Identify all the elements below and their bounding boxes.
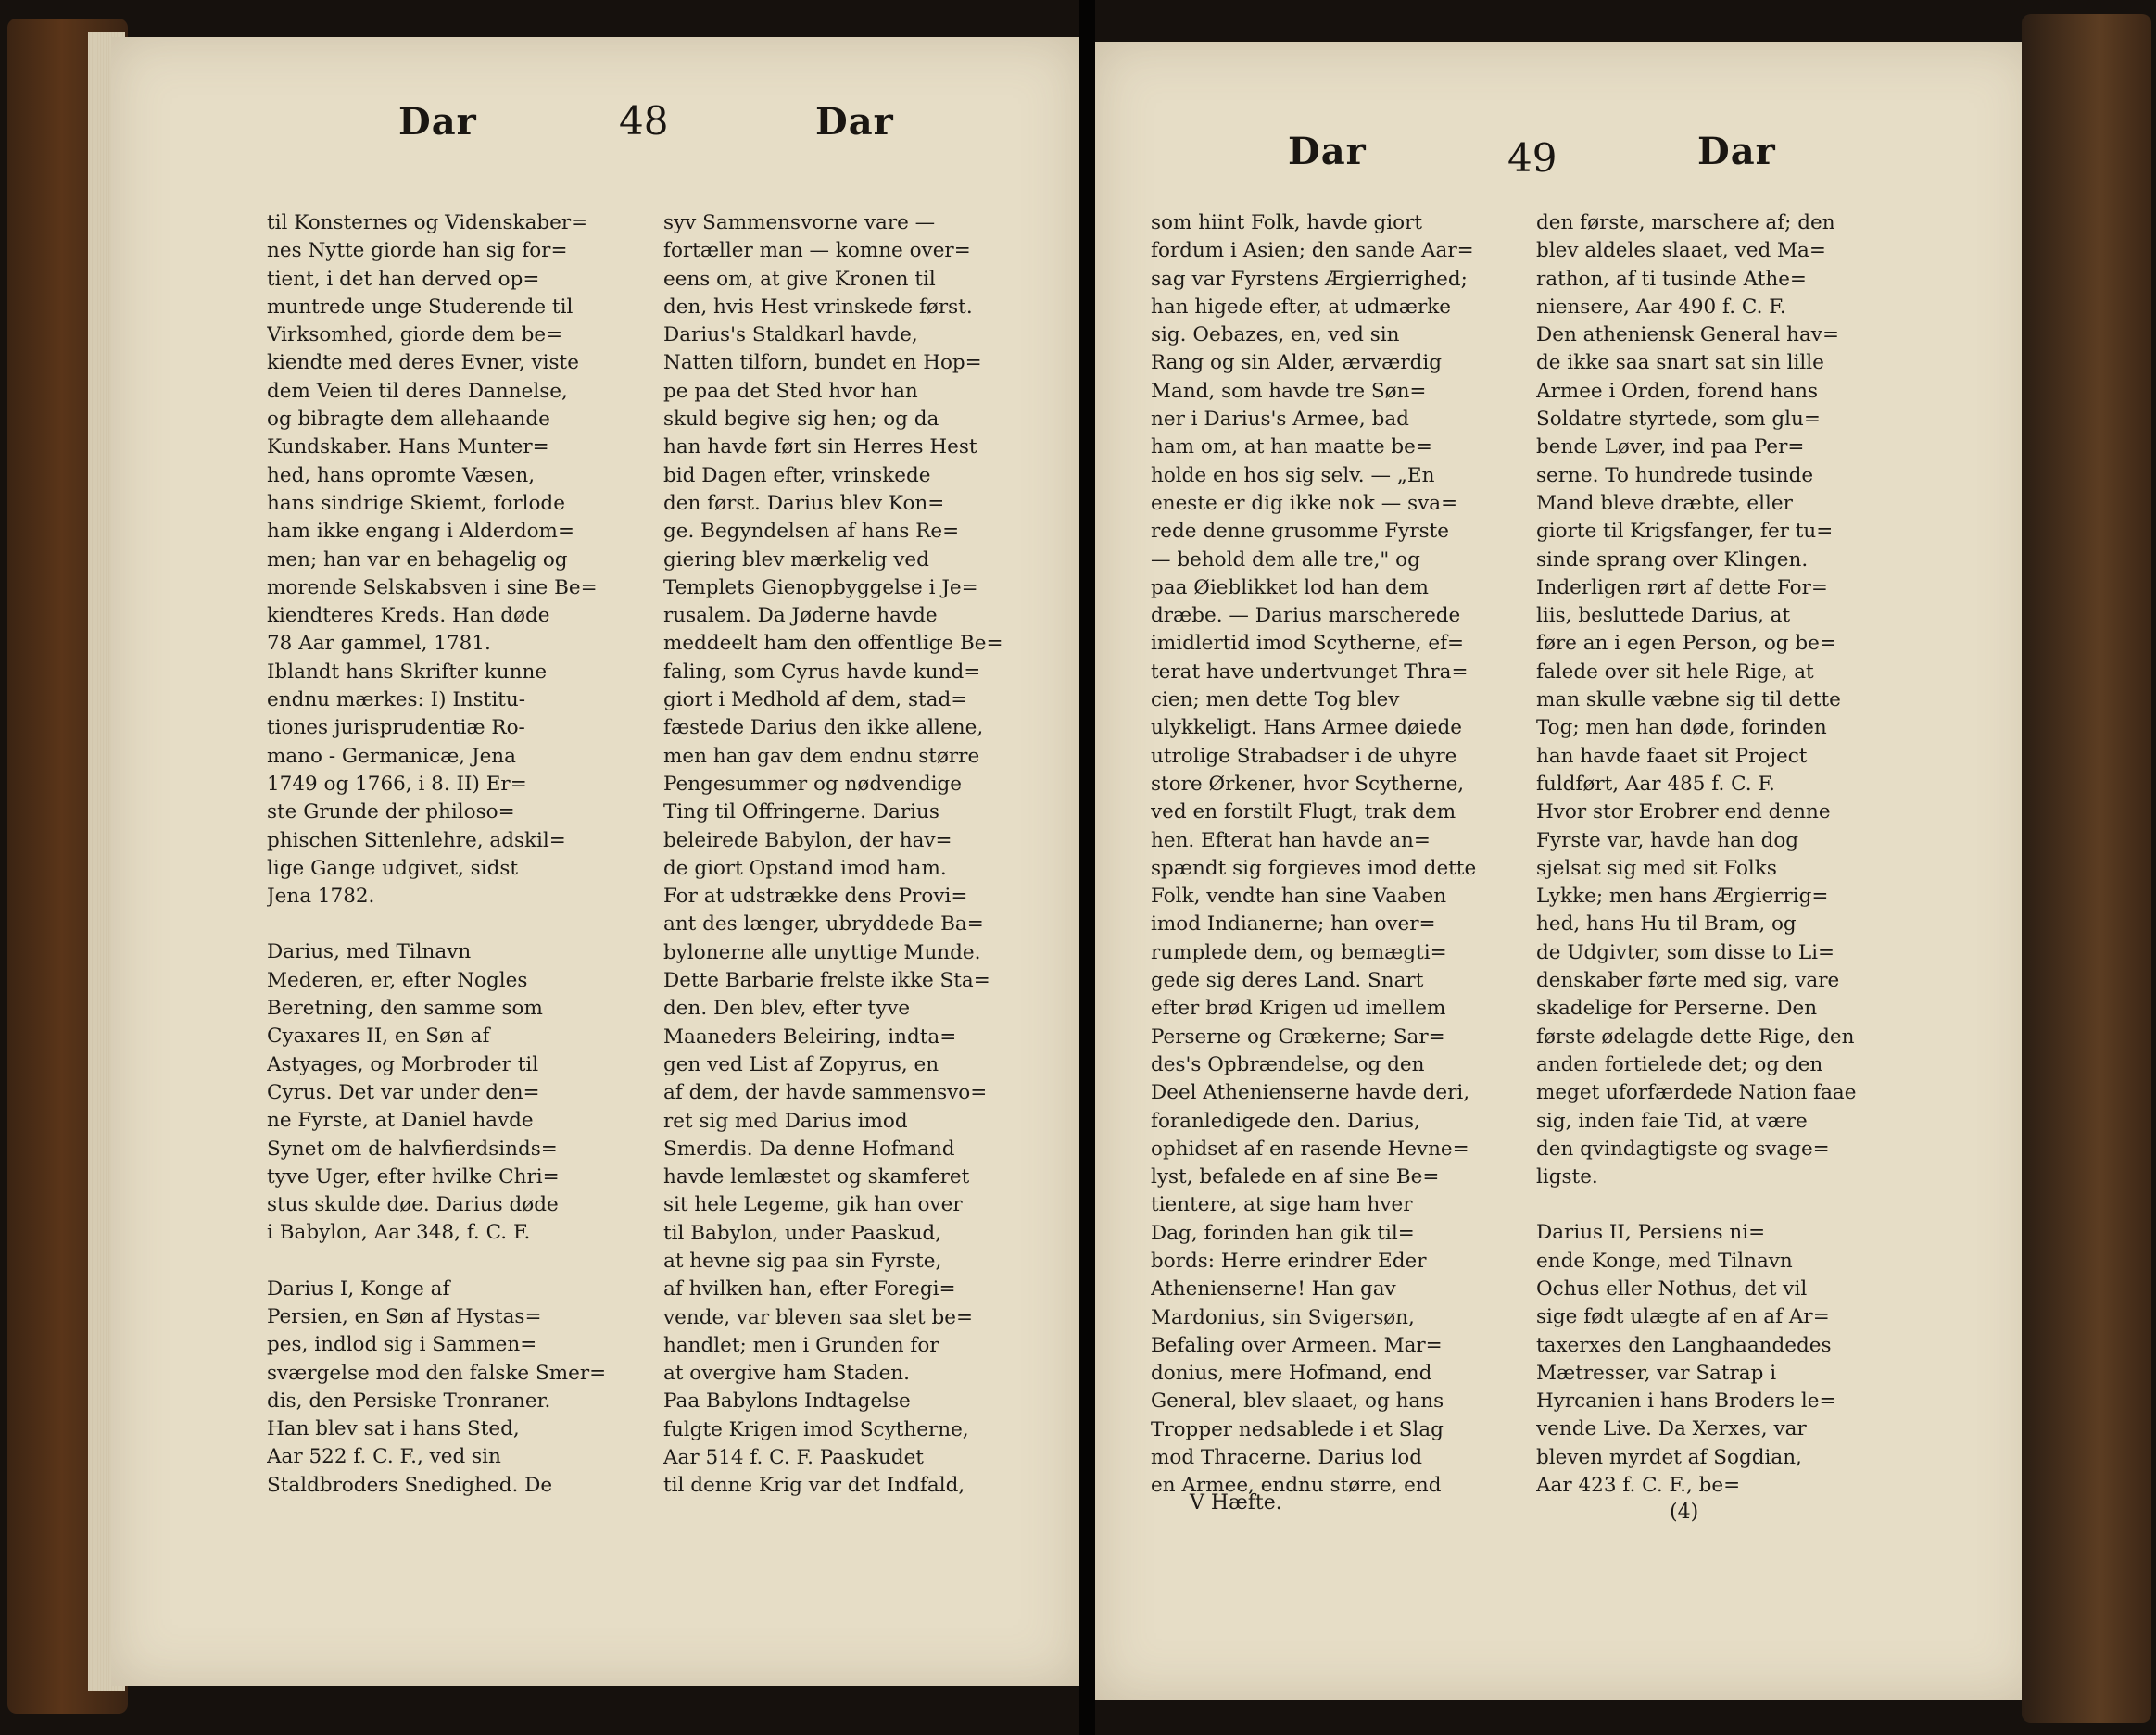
text-line: Fyrste var, havde han dog	[1536, 828, 1799, 852]
text-line: Kundskaber. Hans Munter=	[267, 435, 549, 459]
scan-divider	[1079, 0, 1095, 1735]
text-line: han havde ført sin Herres Hest	[663, 435, 977, 459]
text-line	[267, 1248, 634, 1276]
text-line: tyve Uger, efter hvilke Chri=	[267, 1164, 560, 1188]
text-line: handlet; men i Grunden for	[663, 1333, 939, 1357]
text-line: rusalem. Da Jøderne havde	[663, 604, 938, 628]
text-line: ligste.	[1536, 1165, 1598, 1189]
text-line: ner i Darius's Armee, bad	[1151, 408, 1409, 432]
text-line: meget uforfærdede Nation faae	[1536, 1081, 1857, 1105]
text-line: Lykke; men hans Ærgierrig=	[1536, 885, 1829, 909]
text-line: Tog; men han døde, forinden	[1536, 716, 1827, 740]
text-line: store Ørkener, hvor Scytherne,	[1151, 772, 1465, 796]
text-line: af hvilken han, efter Foregi=	[663, 1277, 956, 1301]
text-line: den qvindagtigste og svage=	[1536, 1137, 1830, 1161]
text-line: mano - Germanicæ, Jena	[267, 744, 516, 768]
text-line: fulgte Krigen imod Scytherne,	[663, 1417, 969, 1441]
text-line: rumplede dem, og bemægti=	[1151, 940, 1447, 964]
text-line: donius, mere Hofmand, end	[1151, 1362, 1432, 1386]
text-line: Soldatre styrtede, som glu=	[1536, 408, 1821, 432]
text-line: ophidset af en rasende Hevne=	[1151, 1137, 1469, 1161]
text-line: General, blev slaaet, og hans	[1151, 1389, 1444, 1414]
text-line: fordum i Asien; den sande Aar=	[1151, 239, 1474, 263]
text-line: syv Sammensvorne vare —	[663, 211, 936, 234]
text-line: sit hele Legeme, gik han over	[663, 1193, 963, 1217]
text-line: ham ikke engang i Alderdom=	[267, 520, 574, 544]
text-line: Mand, som havde tre Søn=	[1151, 379, 1427, 403]
text-line: Astyages, og Morbroder til	[267, 1052, 539, 1076]
text-line: skadelige for Perserne. Den	[1536, 997, 1818, 1021]
text-line: Ting til Offringerne. Darius	[663, 800, 939, 824]
text-line: cien; men dette Tog blev	[1151, 688, 1400, 712]
text-line: sag var Fyrstens Ærgierrighed;	[1151, 267, 1468, 291]
text-line: men; han var en behagelig og	[267, 547, 568, 572]
text-line: kiendteres Kreds. Han døde	[267, 604, 550, 628]
text-line: tient, i det han derved op=	[267, 267, 540, 291]
text-line: Rang og sin Alder, ærværdig	[1151, 351, 1443, 375]
text-line: Mardonius, sin Svigersøn,	[1151, 1305, 1415, 1329]
text-line: Virksomhed, giorde dem be=	[267, 323, 563, 347]
text-line: Staldbroders Snedighed. De	[267, 1473, 553, 1497]
text-line: og bibragte dem allehaande	[267, 408, 550, 432]
text-line: blev aldeles slaaet, ved Ma=	[1536, 239, 1826, 263]
text-line: Darius I, Konge af	[267, 1276, 450, 1301]
text-line: Ochus eller Nothus, det vil	[1536, 1276, 1808, 1301]
text-line: Aar 522 f. C. F., ved sin	[267, 1445, 501, 1469]
text-line: Hyrcanien i hans Broders le=	[1536, 1389, 1836, 1414]
text-line: den. Den blev, efter tyve	[663, 997, 911, 1021]
text-line: holde en hos sig selv. — „En	[1151, 463, 1435, 487]
text-line: sige født ulægte af en af Ar=	[1536, 1305, 1830, 1329]
text-line: sig, inden faie Tid, at være	[1536, 1109, 1808, 1133]
text-line: serne. To hundrede tusinde	[1536, 463, 1814, 487]
text-line: utrolige Strabadser i de uhyre	[1151, 744, 1457, 768]
text-line: dem Veien til deres Dannelse,	[267, 379, 568, 403]
right-page-headword-left: Dar	[1288, 130, 1367, 173]
text-line: lige Gange udgivet, sidst	[267, 856, 519, 880]
text-line: Deel Athenienserne havde deri,	[1151, 1081, 1470, 1105]
text-line: Aar 423 f. C. F., be=	[1536, 1474, 1741, 1498]
text-line: eens om, at give Kronen til	[663, 267, 936, 291]
text-line: 78 Aar gammel, 1781.	[267, 632, 491, 656]
right-page-number: 49	[1507, 135, 1557, 181]
text-line: giering blev mærkelig ved	[663, 547, 929, 572]
text-line: tientere, at sige ham hver	[1151, 1193, 1413, 1217]
text-line: bleven myrdet af Sogdian,	[1536, 1445, 1802, 1469]
text-line: fuldført, Aar 485 f. C. F.	[1536, 772, 1775, 796]
text-line: mod Thracerne. Darius lod	[1151, 1446, 1423, 1470]
left-page-headword-left: Dar	[398, 100, 477, 144]
text-line: Cyaxares II, en Søn af	[267, 1025, 490, 1049]
text-line: gen ved List af Zopyrus, en	[663, 1052, 939, 1076]
text-line: nienserе, Aar 490 f. C. F.	[1536, 295, 1786, 319]
text-line: liis, besluttede Darius, at	[1536, 604, 1791, 628]
text-line: morende Selskabsven i sine Be=	[267, 575, 598, 599]
text-line: bylonerne alle unyttige Munde.	[663, 940, 981, 964]
right-page-column-1	[1151, 209, 1516, 1501]
text-line: vende, var bleven saa slet be=	[663, 1305, 973, 1329]
text-line: des's Opbrændelse, og den	[1151, 1052, 1425, 1076]
text-line: ende Konge, med Tilnavn	[1536, 1249, 1793, 1273]
text-line: ste Grunde der philoso=	[267, 800, 515, 824]
text-line: rathon, af ti tusinde Athe=	[1536, 267, 1807, 291]
text-line: denskaber førte med sig, vare	[1536, 969, 1840, 993]
text-line: Aar 514 f. C. F. Paaskudet	[663, 1446, 924, 1470]
text-line: men han gav dem endnu større	[663, 744, 980, 768]
text-line: dis, den Persiske Tronraner.	[267, 1389, 551, 1413]
text-line: Pengesummer og nødvendige	[663, 772, 962, 796]
text-line: til Konsternes og Videnskaber=	[267, 211, 588, 234]
text-line: at overgive ham Staden.	[663, 1362, 910, 1386]
text-line: den første, marschere af; den	[1536, 211, 1835, 234]
text-line: anden fortielede det; og den	[1536, 1052, 1823, 1076]
text-line: Inderligen rørt af dette For=	[1536, 575, 1828, 599]
text-line: bid Dagen efter, vrinskede	[663, 463, 931, 487]
text-line: 1749 og 1766, i 8. II) Er=	[267, 772, 527, 796]
text-line: Iblandt hans Skrifter kunne	[267, 660, 548, 684]
text-line: gede sig deres Land. Snart	[1151, 969, 1424, 993]
text-line: endnu mærkes: I) Institu-	[267, 688, 525, 712]
text-line: Cyrus. Det var under den=	[267, 1080, 540, 1104]
text-line: sjelsat sig med sit Folks	[1536, 856, 1777, 880]
right-scan	[1095, 0, 2156, 1735]
text-line: Paa Babylons Indtagelse	[663, 1389, 911, 1414]
text-line: spændt sig forgieves imod dette	[1151, 856, 1477, 880]
right-page-headword-right: Dar	[1697, 130, 1776, 173]
text-line: Mand bleve dræbte, eller	[1536, 491, 1793, 515]
text-line: Darius's Staldkarl havde,	[663, 323, 918, 347]
text-line: terat have undertvunget Thra=	[1151, 660, 1469, 684]
text-line: beleirede Babylon, der hav=	[663, 828, 952, 852]
catchword: (4)	[1670, 1501, 1699, 1524]
text-line: Darius II, Persiens ni=	[1536, 1221, 1766, 1245]
text-line: — behold dem alle tre," og	[1151, 547, 1420, 572]
text-line: Armee i Orden, forend hans	[1536, 379, 1818, 403]
text-line: han havde faaet sit Project	[1536, 744, 1808, 768]
text-line: ulykkeligt. Hans Armee døiede	[1151, 716, 1463, 740]
text-line: giorte til Krigsfanger, fer tu=	[1536, 520, 1834, 544]
text-line: meddeelt ham den offentlige Be=	[663, 632, 1003, 656]
text-line: som hiint Folk, havde giort	[1151, 211, 1423, 234]
text-line: Natten tilforn, bundet en Hop=	[663, 351, 982, 375]
text-line: muntrede unge Studerende til	[267, 295, 574, 319]
text-line: Maaneders Beleiring, indta=	[663, 1025, 957, 1049]
text-line: taxerxes den Langhaandedes	[1536, 1333, 1832, 1357]
text-line: falede over sit hele Rige, at	[1536, 660, 1814, 684]
text-line: første ødelagde dette Rige, den	[1536, 1025, 1855, 1049]
text-line: nes Nytte giorde han sig for=	[267, 239, 568, 263]
left-page-number: 48	[619, 98, 669, 144]
text-line: pes, indlod sig i Sammen=	[267, 1333, 537, 1357]
text-line: sinde sprang over Klingen.	[1536, 547, 1809, 572]
text-line: hans sindrige Skiemt, forlode	[267, 491, 565, 515]
left-page-headword-right: Dar	[815, 100, 894, 144]
text-line: Persien, en Søn af Hystas=	[267, 1304, 542, 1328]
text-line: at hevne sig paa sin Fyrste,	[663, 1249, 942, 1273]
text-line: eneste er dig ikke nok — sva=	[1151, 491, 1458, 515]
text-line: Mætresser, var Satrap i	[1536, 1361, 1777, 1385]
text-line: sværgelse mod den falske Smer=	[267, 1361, 607, 1385]
text-line: man skulle væbne sig til dette	[1536, 688, 1841, 712]
text-line: fæstede Darius den ikke allene,	[663, 716, 984, 740]
text-line: Folk, vendte han sine Vaaben	[1151, 885, 1447, 909]
text-line: havde lemlæstet og skamferet	[663, 1165, 970, 1189]
text-line: Dette Barbarie frelste ikke Sta=	[663, 969, 990, 993]
text-line: faling, som Cyrus havde kund=	[663, 660, 981, 684]
left-page-column-1	[267, 209, 634, 1500]
text-line: de Udgivter, som disse to Li=	[1536, 940, 1834, 964]
text-line: efter brød Krigen ud imellem	[1151, 997, 1446, 1021]
text-line: Darius, med Tilnavn	[267, 940, 472, 964]
text-line: skuld begive sig hen; og da	[663, 408, 939, 432]
text-line: Beretning, den samme som	[267, 997, 543, 1021]
text-line: kiendte med deres Evner, viste	[267, 351, 579, 375]
text-line: ham om, at han maatte be=	[1151, 435, 1432, 459]
text-line: foranledigede den. Darius,	[1151, 1109, 1420, 1133]
right-page-column-2	[1536, 209, 1892, 1500]
text-line: de giort Opstand imod ham.	[663, 856, 947, 880]
text-line: af dem, der havde sammensvo=	[663, 1081, 988, 1105]
text-line: føre an i egen Person, og be=	[1536, 632, 1836, 656]
text-line: Mederen, er, efter Nogles	[267, 968, 528, 992]
text-line: bords: Herre erindrer Eder	[1151, 1249, 1427, 1273]
text-line: pe paa det Sted hvor han	[663, 379, 918, 403]
text-line: de ikke saa snart sat sin lille	[1536, 351, 1824, 375]
text-line: fortæller man — komne over=	[663, 239, 971, 263]
text-line: hen. Efterat han havde an=	[1151, 828, 1431, 852]
text-line: Tropper nedsablede i et Slag	[1151, 1417, 1444, 1441]
text-line: vende Live. Da Xerxes, var	[1536, 1417, 1807, 1441]
text-line: bende Løver, ind paa Per=	[1536, 435, 1805, 459]
text-line: sig. Oebazes, en, ved sin	[1151, 323, 1400, 347]
text-line: til Babylon, under Paaskud,	[663, 1221, 942, 1245]
text-line: den først. Darius blev Kon=	[663, 491, 945, 515]
text-line: imidlertid imod Scytherne, ef=	[1151, 632, 1465, 656]
text-line: hed, hans Hu til Bram, og	[1536, 912, 1797, 937]
text-line: en Armee, endnu større, end	[1151, 1474, 1442, 1498]
text-line: ge. Begyndelsen af hans Re=	[663, 520, 960, 544]
text-line: Den atheniensk General hav=	[1536, 323, 1839, 347]
text-line: Hvor stor Erobrer end denne	[1536, 800, 1831, 824]
text-line: lyst, befalede en af sine Be=	[1151, 1165, 1440, 1189]
text-line: dræbe. — Darius marscherede	[1151, 604, 1461, 628]
text-line: ved en forstilt Flugt, trak dem	[1151, 800, 1456, 824]
text-line: imod Indianerne; han over=	[1151, 912, 1436, 937]
text-line: tiones jurisprudentiæ Ro-	[267, 716, 525, 740]
text-line: stus skulde døe. Darius døde	[267, 1193, 559, 1217]
text-line: For at udstrække dens Provi=	[663, 885, 968, 909]
text-line: Smerdis. Da denne Hofmand	[663, 1137, 955, 1161]
text-line: Han blev sat i hans Sted,	[267, 1417, 520, 1441]
text-line: Synet om de halvfierdsinds=	[267, 1137, 558, 1161]
text-line: Templets Gienopbyggelse i Je=	[663, 575, 978, 599]
text-line: Athenienserne! Han gav	[1151, 1277, 1396, 1301]
text-line: han higede efter, at udmærke	[1151, 295, 1452, 319]
text-line: Perserne og Grækerne; Sar=	[1151, 1025, 1445, 1049]
text-line: ant des længer, ubryddede Ba=	[663, 912, 984, 937]
text-line: phischen Sittenlehre, adskil=	[267, 828, 566, 852]
text-line: til denne Krig var det Indfald,	[663, 1474, 965, 1498]
text-line: Jena 1782.	[267, 885, 375, 909]
text-line: rede denne grusomme Fyrste	[1151, 520, 1449, 544]
text-line: ne Fyrste, at Daniel havde	[267, 1109, 534, 1133]
text-line: hed, hans opromte Væsen,	[267, 463, 536, 487]
text-line: Dag, forinden han gik til=	[1151, 1221, 1415, 1245]
text-line: giort i Medhold af dem, stad=	[663, 688, 968, 712]
text-line	[1536, 1191, 1892, 1219]
text-line: paa Øieblikket lod han dem	[1151, 575, 1429, 599]
text-line: ret sig med Darius imod	[663, 1109, 908, 1133]
text-line: i Babylon, Aar 348, f. C. F.	[267, 1221, 531, 1245]
signature-mark: V Hæfte.	[1190, 1491, 1282, 1515]
text-line: den, hvis Hest vrinskede først.	[663, 295, 973, 319]
text-line	[267, 911, 634, 938]
text-line: Befaling over Armeen. Mar=	[1151, 1333, 1443, 1357]
right-book-cover	[2022, 14, 2151, 1723]
left-page-column-2	[663, 209, 1019, 1501]
